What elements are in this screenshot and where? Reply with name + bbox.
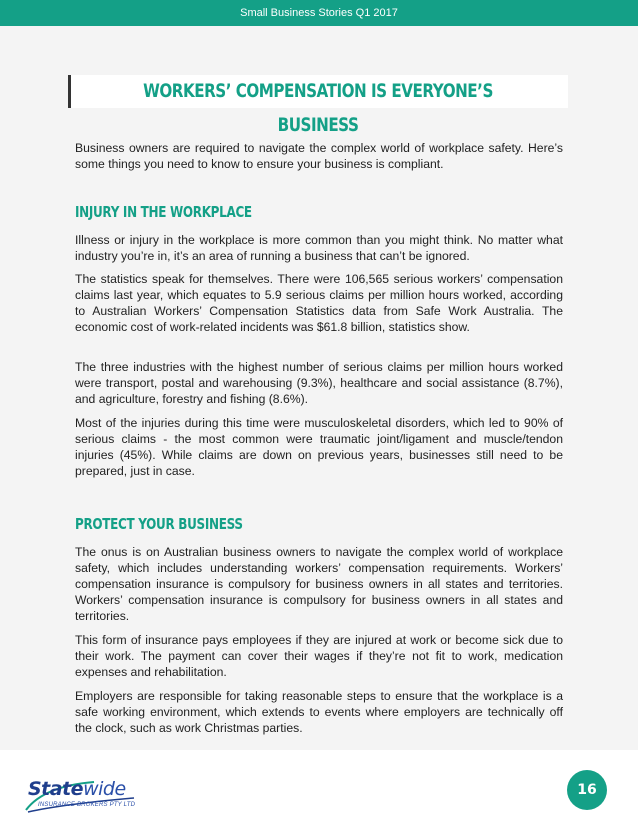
section-heading-injury: INJURY IN THE WORKPLACE — [75, 203, 252, 221]
protect-paragraph-3: Employers are responsible for taking reasonable steps to ensure that the workplace is a safe working environment, which extends to events where employers are technically off the clock, such as work Christmas parties. — [75, 689, 563, 735]
logo-subtitle: INSURANCE BROKERS PTY LTD — [38, 802, 136, 808]
protect-paragraph-1: The onus is on Australian business owners to navigate the complex world of workplace safety, which includes understanding workers’ compensation requirements. Workers’ compensation insurance is compulsory for business owners in all states and territories. Workers’ compensation insurance is compulsory for business owners in all states and territories. — [75, 545, 563, 623]
injury-paragraph-3: The three industries with the highest number of serious claims per million hours worked were transport, postal and warehousing (9.3%), healthcare and social assistance (8.7%), and agriculture, forestry and fishing (8.6%). — [75, 360, 563, 406]
title-banner — [68, 75, 568, 136]
injury-paragraph-2: The statistics speak for themselves. There were 106,565 serious workers’ compensation claims last year, which equates to 5.9 serious claims per million hours worked, according to Australian Workers’ Compensation Statistics data from Safe Work Australia. The economic cost of work-related incidents was $61.8 billion, statistics show. — [75, 272, 563, 334]
statewide-logo — [24, 776, 174, 816]
section-heading-protect: PROTECT YOUR BUSINESS — [75, 515, 243, 533]
injury-paragraph-1: Illness or injury in the workplace is more common than you might think. No matter what industry you’re in, it’s an area of running a business that can’t be ignored. — [75, 233, 563, 263]
article-body — [0, 26, 638, 750]
page-footer — [0, 750, 638, 826]
page-number-badge: 16 — [567, 770, 607, 810]
publication-title: Small Business Stories Q1 2017 — [240, 7, 398, 19]
publication-header — [0, 0, 638, 26]
intro-paragraph: Business owners are required to navigate the complex world of workplace safety. Here’s some things you need to know to ensure your business is compliant. — [75, 141, 563, 171]
injury-paragraph-4: Most of the injuries during this time were musculoskeletal disorders, which led to 90% of serious claims - the most common were traumatic joint/ligament and muscle/tendon injuries (45%). While claims are down on previous years, businesses still need to be prepared, just in case. — [75, 416, 563, 478]
logo-wordmark: Statewide — [28, 778, 126, 800]
article-title: WORKERS’ COMPENSATION IS EVERYONE’S BUSINESS — [143, 81, 493, 136]
protect-paragraph-2: This form of insurance pays employees if they are injured at work or become sick due to their work. The payment can cover their wages if they’re not fit to work, medication expenses and rehabilitation. — [75, 633, 563, 679]
